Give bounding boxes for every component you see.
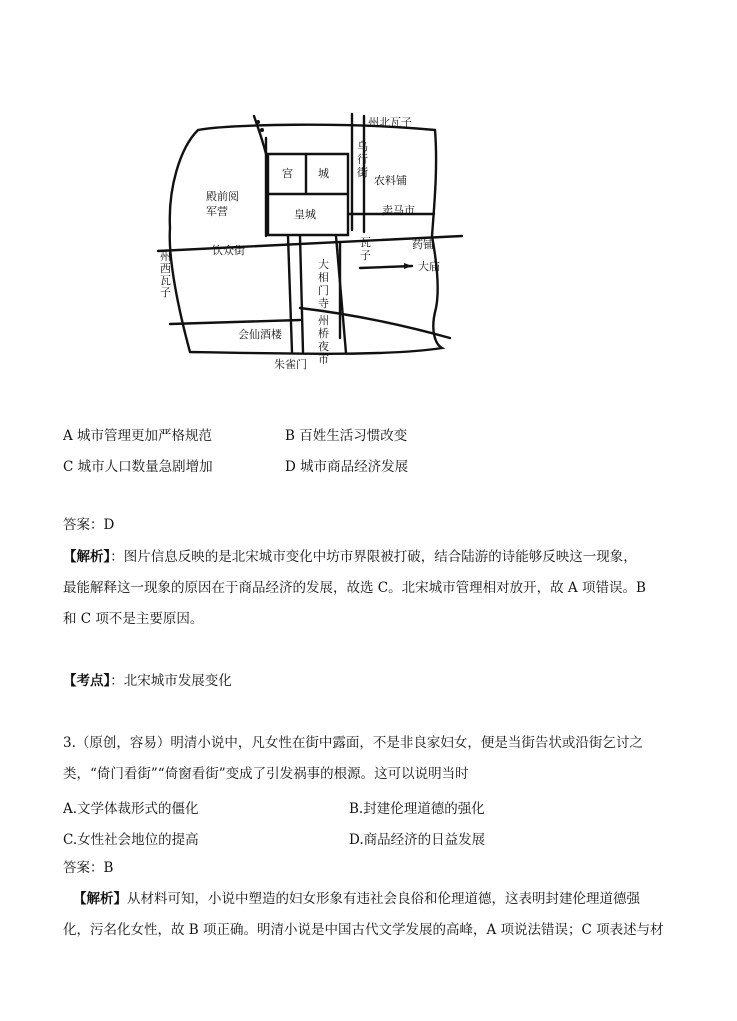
q2-point-text: ：北宋城市发展变化 (110, 673, 232, 689)
label-wuxing-jie: 乌行街 (357, 140, 368, 179)
label-da-miao: 大庙 (418, 260, 440, 273)
q2-analysis-label: 【解析】 (63, 549, 111, 565)
q2-point-label: 【考点】 (63, 673, 111, 689)
q2-point (63, 671, 232, 691)
label-huang-cheng: 皇城 (294, 208, 316, 221)
q3-analysis-text-1: 从材料可知，小说中塑造的妇女形象有违社会良俗和伦理道德，这表明封建伦理道德强 (127, 891, 640, 907)
label-wa-zi: 瓦子 (360, 236, 371, 262)
q2-option-a: A 城市管理更加严格规范 (63, 428, 213, 444)
label-yao-pu: 药铺 (412, 238, 434, 251)
label-dianqian-jun: 殿前阅军营 (206, 190, 239, 218)
q3-analysis-label: 【解析】 (73, 891, 127, 907)
q3-stem-line-1: 3.（原创，容易）明清小说中，凡女性在街中露面，不是非良家妇女，便是当街告状或沿街乞讨之 (63, 735, 643, 751)
label-cheng: 城 (318, 167, 329, 180)
q2-analysis-line-1 (63, 547, 637, 567)
q2-option-d: D 城市商品经济发展 (285, 459, 409, 475)
q3-option-a: A.文学体裁形式的僵化 (63, 801, 199, 817)
q3-option-b: B.封建伦理道德的强化 (349, 801, 485, 817)
label-gong: 宫 (282, 167, 293, 180)
q3-stem-line-2: 类，“倚门看街”“倚窗看街”变成了引发祸事的根源。这可以说明当时 (63, 766, 469, 782)
label-daxiangguo-si: 大相门寺 (318, 258, 329, 310)
song-city-map (150, 108, 470, 370)
q2-analysis-text-1: ：图片信息反映的是北宋城市变化中坊市界限被打破，结合陆游的诗能够反映这一现象， (110, 549, 637, 565)
q3-option-d: D.商品经济的日益发展 (349, 832, 486, 848)
q2-option-c: C 城市人口数量急剧增加 (63, 459, 213, 475)
label-maima-shi: 卖马市 (382, 204, 415, 217)
q2-option-b: B 百姓生活习惯改变 (285, 428, 408, 444)
label-zhuque-men: 朱雀门 (274, 358, 307, 370)
q2-answer: 答案：D (63, 517, 115, 533)
q2-analysis-line-3: 和 C 项不是主要原因。 (63, 611, 204, 627)
q3-answer: 答案：B (63, 860, 114, 876)
q3-analysis-line-1 (73, 889, 640, 909)
label-nongliao-pu: 农料铺 (374, 174, 407, 187)
label-yinzhong-jie: 饮众街 (212, 244, 245, 257)
label-zhoubei-wazi: 州北瓦子 (368, 116, 412, 129)
map-drawing (150, 108, 470, 370)
q3-option-c: C.女性社会地位的提高 (63, 832, 199, 848)
q2-analysis-line-2: 最能解释这一现象的原因在于商品经济的发展，故选 C。北宋城市管理相对放开，故 A 项错误。B (63, 580, 646, 596)
label-huixian-jiulou: 会仙酒楼 (238, 328, 282, 341)
label-zhouqiao-yeshi: 州桥夜市 (318, 314, 329, 366)
q3-analysis-line-2: 化，污名化女性，故 B 项正确。明清小说是中国古代文学发展的高峰，A 项说法错误；C 项表述与材 (63, 922, 664, 938)
label-zhouxi-wazi: 州西瓦子 (160, 250, 171, 299)
